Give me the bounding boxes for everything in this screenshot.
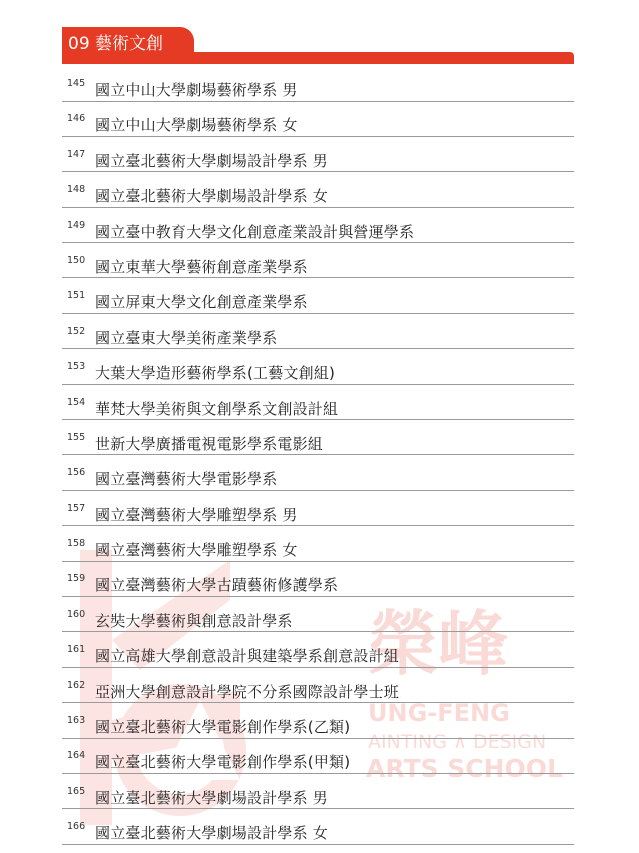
item-name: 國立臺灣藝術大學雕塑學系 男 xyxy=(95,505,298,524)
item-name: 國立臺北藝術大學電影創作學系(甲類) xyxy=(95,753,351,772)
list-item xyxy=(62,145,574,173)
list-item xyxy=(62,393,574,421)
item-number: 149 xyxy=(67,219,86,231)
item-number: 154 xyxy=(67,396,86,408)
list-item xyxy=(62,251,574,279)
list-item xyxy=(62,534,574,562)
section-header xyxy=(62,27,574,64)
item-name: 國立臺灣藝術大學古蹟藝術修護學系 xyxy=(95,576,339,595)
item-number: 156 xyxy=(67,467,86,479)
item-name: 國立東華大學藝術創意產業學系 xyxy=(95,257,308,276)
list-item xyxy=(62,74,574,102)
watermark-line3: ARTS SCHOOL xyxy=(366,754,563,783)
item-name: 亞洲大學創意設計學院不分系國際設計學士班 xyxy=(95,682,400,701)
watermark-line1: UNG-FENG xyxy=(368,699,510,727)
list-item xyxy=(62,569,574,597)
item-name: 世新大學廣播電視電影學系電影組 xyxy=(95,434,324,453)
list-item xyxy=(62,605,574,633)
list-item xyxy=(62,746,574,774)
watermark-line2: AINTING ∧ DESIGN xyxy=(368,731,547,753)
item-number: 146 xyxy=(67,113,86,125)
watermark-chinese: 榮峰 xyxy=(368,603,508,685)
list-item xyxy=(62,109,574,137)
item-name: 國立中山大學劇場藝術學系 男 xyxy=(95,81,298,99)
item-number: 148 xyxy=(67,184,86,196)
item-name: 國立臺東大學美術產業學系 xyxy=(95,328,278,347)
item-number: 158 xyxy=(67,538,86,550)
list-item xyxy=(62,640,574,668)
item-number: 165 xyxy=(67,785,86,797)
item-name: 國立中山大學劇場藝術學系 女 xyxy=(95,116,298,135)
list-item xyxy=(62,499,574,527)
item-number: 155 xyxy=(67,431,86,443)
section-title: 09 藝術文創 xyxy=(68,34,164,54)
item-name: 國立臺北藝術大學劇場設計學系 女 xyxy=(95,187,328,206)
item-name: 華梵大學美術與文創學系文創設計組 xyxy=(95,399,339,418)
item-name: 國立臺中教育大學文化創意產業設計與營運學系 xyxy=(95,222,415,241)
item-number: 147 xyxy=(67,148,86,160)
list-item xyxy=(62,711,574,739)
item-number: 166 xyxy=(67,821,86,833)
list-item xyxy=(62,463,574,491)
item-name: 國立屏東大學文化創意產業學系 xyxy=(95,293,308,312)
item-number: 161 xyxy=(67,644,86,656)
item-name: 國立臺灣藝術大學雕塑學系 女 xyxy=(95,541,298,560)
item-number: 145 xyxy=(67,78,86,89)
item-name: 國立臺北藝術大學電影創作學系(乙類) xyxy=(95,718,351,737)
list-item xyxy=(62,322,574,350)
list-item xyxy=(62,357,574,385)
header-tab xyxy=(62,27,194,64)
item-number: 163 xyxy=(67,715,86,727)
item-number: 162 xyxy=(67,679,86,691)
item-number: 150 xyxy=(67,254,86,266)
item-name: 國立臺北藝術大學劇場設計學系 男 xyxy=(95,151,328,170)
item-name: 國立臺北藝術大學劇場設計學系 男 xyxy=(95,788,328,807)
item-name: 國立臺北藝術大學劇場設計學系 女 xyxy=(95,824,328,843)
list-item xyxy=(62,817,574,845)
item-number: 164 xyxy=(67,750,86,762)
list-item xyxy=(62,428,574,456)
item-number: 151 xyxy=(67,290,86,302)
item-name: 國立臺灣藝術大學電影學系 xyxy=(95,470,278,489)
item-number: 153 xyxy=(67,361,86,373)
item-name: 國立高雄大學創意設計與建築學系創意設計組 xyxy=(95,647,400,666)
item-name: 玄奘大學藝術與創意設計學系 xyxy=(95,611,293,630)
department-list xyxy=(62,74,574,853)
list-item xyxy=(62,676,574,704)
item-number: 152 xyxy=(67,325,86,337)
item-number: 160 xyxy=(67,608,86,620)
item-number: 157 xyxy=(67,502,86,514)
list-item xyxy=(62,180,574,208)
item-name: 大葉大學造形藝術學系(工藝文創組) xyxy=(95,364,336,383)
list-item xyxy=(62,782,574,810)
list-item xyxy=(62,286,574,314)
list-item xyxy=(62,216,574,244)
item-number: 159 xyxy=(67,573,86,585)
